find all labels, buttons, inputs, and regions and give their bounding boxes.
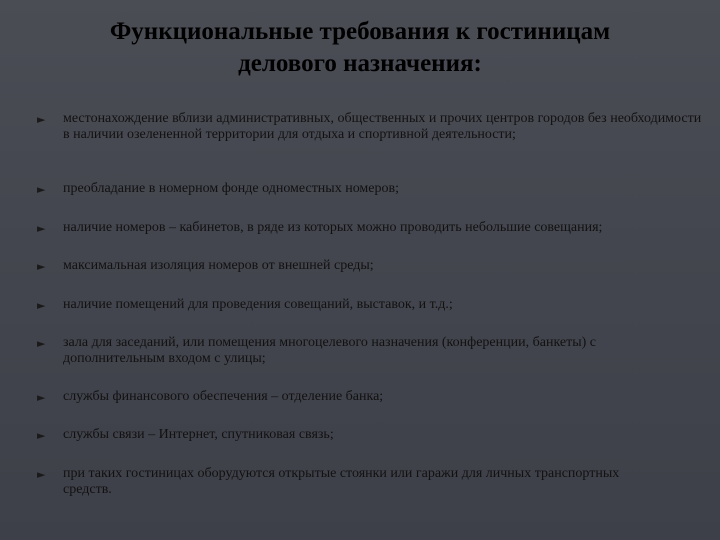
list-item-text: при таких гостиницах оборудуются открытые стоянки или гаражи для личных транспортных средств. xyxy=(63,466,620,497)
bullet-arrow-icon: ► xyxy=(37,337,46,350)
list-item-text: службы финансового обеспечения – отделение банка; xyxy=(63,389,384,404)
list-item-text: службы связи – Интернет, спутниковая связь; xyxy=(63,427,334,442)
slide-title-line-2: делового назначения: xyxy=(238,50,482,77)
list-item-text: преобладание в номерном фонде одноместных номеров; xyxy=(63,181,400,196)
list-item-text: зала для заседаний, или помещения многоцелевого назначения (конференции, банкеты) с дополнительным входом с улицы; xyxy=(63,335,597,366)
bullet-arrow-icon: ► xyxy=(37,222,46,235)
list-item-text: наличие помещений для проведения совещаний, выставок, и т.д.; xyxy=(63,297,453,312)
list-item-text: наличие номеров – кабинетов, в ряде из которых можно проводить небольшие совещания; xyxy=(63,220,603,235)
bullet-arrow-icon: ► xyxy=(37,299,46,312)
slide-title-line-1: Функциональные требования к гостиницам xyxy=(109,18,611,45)
list-item-text: максимальная изоляция номеров от внешней среды; xyxy=(63,258,374,273)
bullet-arrow-icon: ► xyxy=(37,183,46,196)
bullet-arrow-icon: ► xyxy=(37,260,46,273)
bullet-arrow-icon: ► xyxy=(37,429,46,442)
list-item-text: местонахождение вблизи административных, общественных и прочих центров городов без необходимости в наличии озелененной территории для отдыха и спортивной деятельности; xyxy=(63,111,702,142)
bullet-arrow-icon: ► xyxy=(37,113,46,126)
bullet-arrow-icon: ► xyxy=(37,391,46,404)
bullet-arrow-icon: ► xyxy=(37,468,46,481)
